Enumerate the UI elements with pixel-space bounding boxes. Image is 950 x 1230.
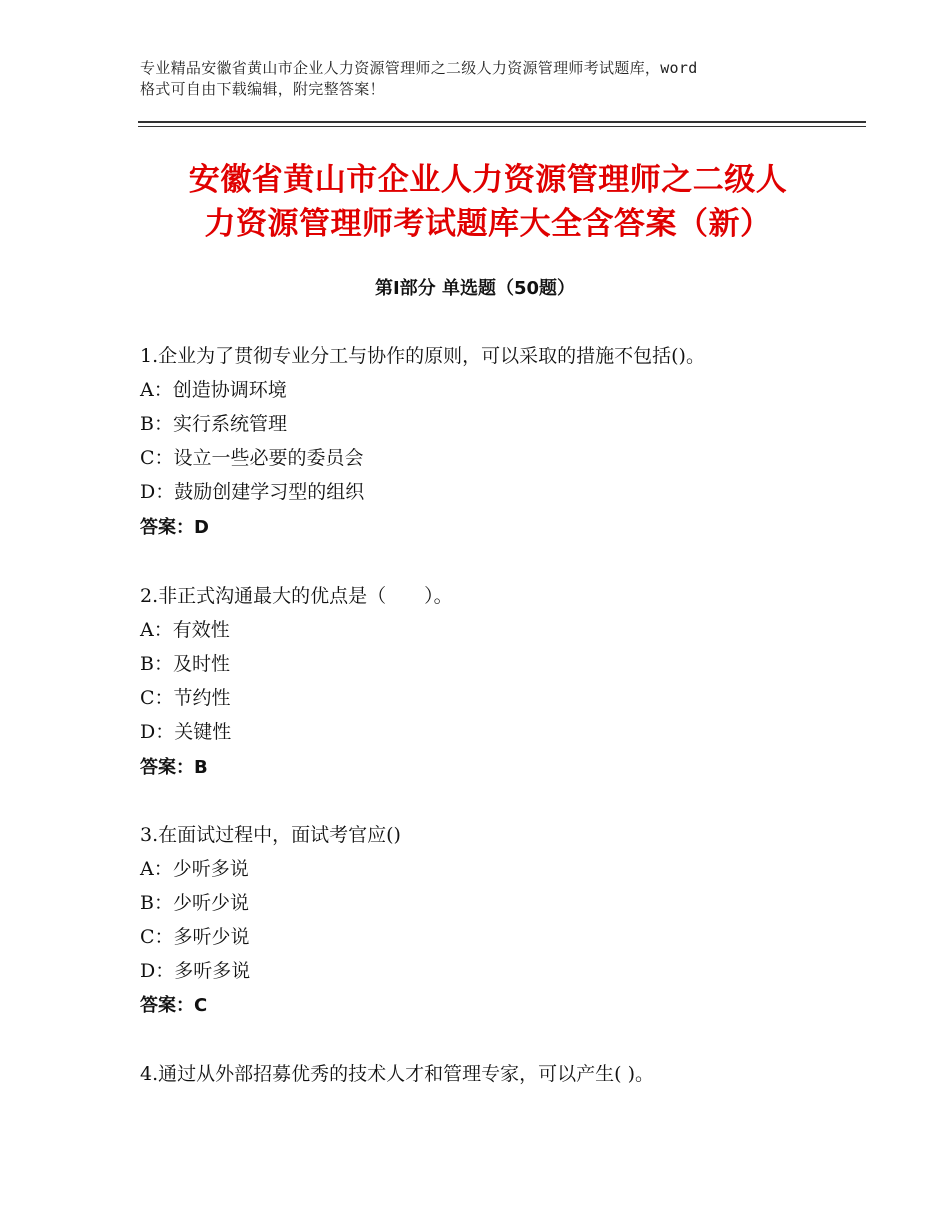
header-note-line-1: 专业精品安徽省黄山市企业人力资源管理师之二级人力资源管理师考试题库，word bbox=[140, 59, 698, 77]
question-stem: 4.通过从外部招募优秀的技术人才和管理专家，可以产生( )。 bbox=[140, 1063, 654, 1085]
section-heading: 第Ⅰ部分 单选题（50题） bbox=[374, 278, 575, 299]
document-title-line-2: 力资源管理师考试题库大全含答案（新） bbox=[204, 206, 772, 242]
question-answer: 答案：C bbox=[140, 995, 208, 1016]
question-option: D：鼓励创建学习型的组织 bbox=[140, 481, 365, 503]
question-stem: 1.企业为了贯彻专业分工与协作的原则，可以采取的措施不包括()。 bbox=[140, 345, 705, 367]
question-option: A：创造协调环境 bbox=[140, 379, 287, 401]
document-title-line-1: 安徽省黄山市企业人力资源管理师之二级人 bbox=[188, 162, 788, 198]
header-note-line-2: 格式可自由下载编辑，附完整答案！ bbox=[140, 80, 385, 98]
question-option: B：及时性 bbox=[140, 653, 230, 675]
question-option: D：关键性 bbox=[140, 721, 232, 743]
question-option: A：有效性 bbox=[140, 619, 230, 641]
question-stem: 2.非正式沟通最大的优点是（ ）。 bbox=[140, 585, 453, 607]
question-stem: 3.在面试过程中，面试考官应() bbox=[140, 824, 401, 846]
header-divider-thin bbox=[138, 126, 866, 127]
question-option: B：实行系统管理 bbox=[140, 413, 287, 435]
document-title bbox=[148, 158, 828, 246]
question-option: C：节约性 bbox=[140, 687, 231, 709]
question-answer: 答案：D bbox=[140, 517, 209, 538]
header-divider-thick bbox=[138, 121, 866, 123]
question-option: B：少听少说 bbox=[140, 892, 249, 914]
question-option: C：多听少说 bbox=[140, 926, 250, 948]
header-note bbox=[140, 58, 830, 100]
question-answer: 答案：B bbox=[140, 757, 208, 778]
question-option: A：少听多说 bbox=[140, 858, 249, 880]
question-option: C：设立一些必要的委员会 bbox=[140, 447, 364, 469]
question-option: D：多听多说 bbox=[140, 960, 251, 982]
